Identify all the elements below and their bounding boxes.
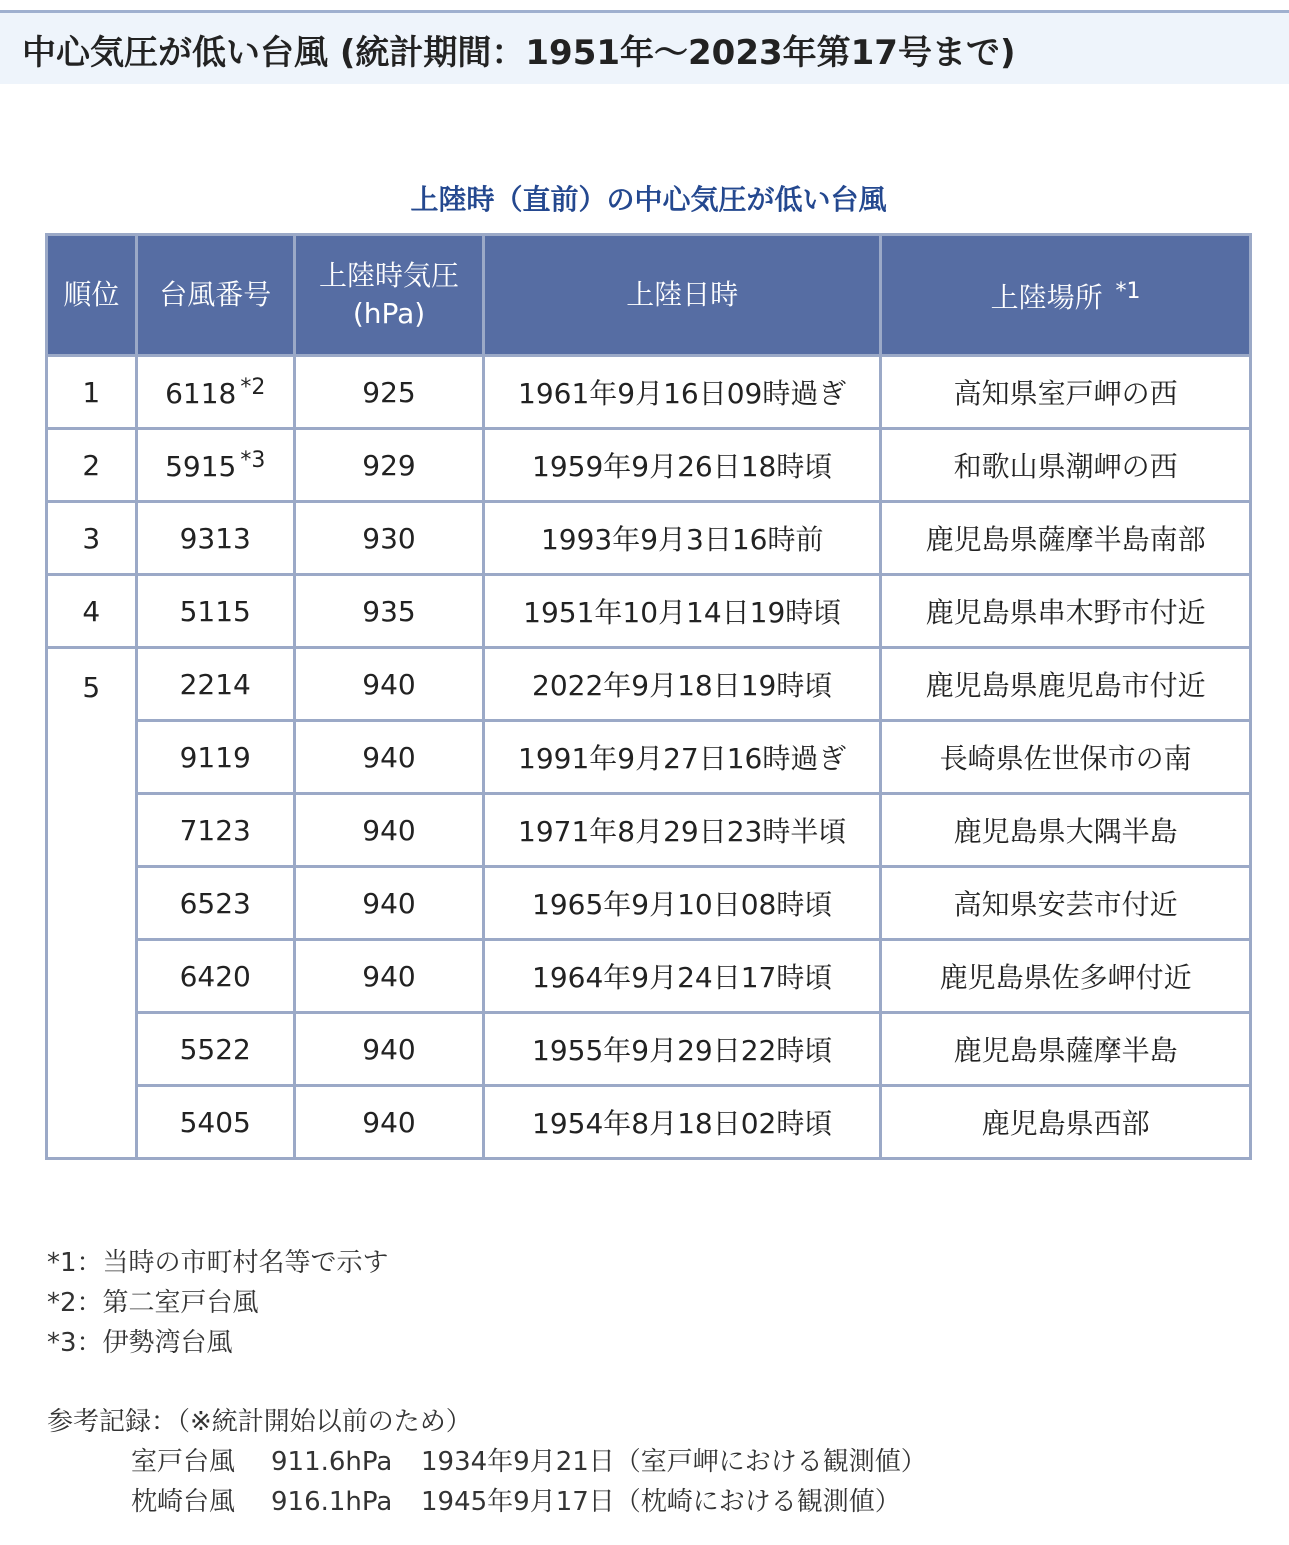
landfall-date-cell: 1959年9月26日18時頃 xyxy=(484,429,881,502)
pressure-cell: 930 xyxy=(294,502,483,575)
table-caption: 上陸時（直前）の中心気圧が低い台風 xyxy=(410,183,887,216)
pressure-cell: 940 xyxy=(294,867,483,940)
typhoon-number-cell xyxy=(136,1013,294,1086)
typhoon-number-cell xyxy=(136,429,294,502)
table-row xyxy=(47,429,1251,502)
header-pressure xyxy=(294,235,483,356)
pressure-cell: 940 xyxy=(294,1013,483,1086)
rank-cell: 5 xyxy=(47,648,137,1159)
landfall-date-cell: 1991年9月27日16時過ぎ xyxy=(484,721,881,794)
typhoon-number: 6420 xyxy=(179,959,251,993)
typhoon-note-mark: *2 xyxy=(240,374,266,400)
reference-name: 室戸台風 xyxy=(131,1447,236,1477)
pressure-cell: 925 xyxy=(294,356,483,429)
landfall-place-cell: 鹿児島県西部 xyxy=(881,1086,1251,1159)
pressure-cell: 940 xyxy=(294,648,483,721)
reference-heading: 参考記録：（※統計開始以前のため） xyxy=(47,1407,472,1437)
table-row xyxy=(47,356,1251,429)
header-place-label: 上陸場所 xyxy=(990,281,1103,314)
reference-records xyxy=(47,1402,927,1522)
header-place xyxy=(881,235,1251,356)
header-pressure-line2: (hPa) xyxy=(352,297,426,330)
typhoon-number-cell xyxy=(136,1086,294,1159)
landfall-place-cell: 鹿児島県佐多岬付近 xyxy=(881,940,1251,1013)
landfall-date-cell: 1971年8月29日23時半頃 xyxy=(484,794,881,867)
landfall-place-cell: 鹿児島県大隅半島 xyxy=(881,794,1251,867)
typhoon-number-cell xyxy=(136,502,294,575)
footnote-2: *2：第二室戸台風 xyxy=(47,1288,259,1318)
landfall-place-cell: 長崎県佐世保市の南 xyxy=(881,721,1251,794)
footnote-1: *1：当時の市町村名等で示す xyxy=(47,1248,389,1278)
table-row xyxy=(47,794,1251,867)
landfall-place-cell: 鹿児島県薩摩半島南部 xyxy=(881,502,1251,575)
landfall-place-cell: 高知県室戸岬の西 xyxy=(881,356,1251,429)
pressure-cell: 929 xyxy=(294,429,483,502)
typhoon-number-cell xyxy=(136,356,294,429)
pressure-cell: 935 xyxy=(294,575,483,648)
landfall-date-cell: 1965年9月10日08時頃 xyxy=(484,867,881,940)
table-header-row xyxy=(47,235,1251,356)
header-number: 台風番号 xyxy=(136,235,294,356)
typhoon-number-cell xyxy=(136,794,294,867)
typhoon-number-cell xyxy=(136,575,294,648)
landfall-place-cell: 高知県安芸市付近 xyxy=(881,867,1251,940)
typhoon-number: 5915 xyxy=(165,449,237,483)
header-place-note: *1 xyxy=(1115,279,1141,304)
typhoon-number: 2214 xyxy=(179,667,251,701)
header-rank: 順位 xyxy=(47,235,137,356)
table-row xyxy=(47,1086,1251,1159)
landfall-place-cell: 和歌山県潮岬の西 xyxy=(881,429,1251,502)
reference-name: 枕崎台風 xyxy=(131,1487,236,1517)
pressure-cell: 940 xyxy=(294,721,483,794)
landfall-date-cell: 1951年10月14日19時頃 xyxy=(484,575,881,648)
landfall-place-cell: 鹿児島県鹿児島市付近 xyxy=(881,648,1251,721)
typhoon-number-cell xyxy=(136,940,294,1013)
reference-pressure: 916.1hPa xyxy=(271,1487,393,1517)
pressure-cell: 940 xyxy=(294,940,483,1013)
typhoon-number: 5405 xyxy=(179,1105,251,1139)
footnotes xyxy=(47,1243,389,1363)
typhoon-number-cell xyxy=(136,648,294,721)
typhoon-number: 9313 xyxy=(179,521,251,555)
landfall-date-cell: 1954年8月18日02時頃 xyxy=(484,1086,881,1159)
typhoon-number: 9119 xyxy=(179,740,251,774)
landfall-date-cell: 1961年9月16日09時過ぎ xyxy=(484,356,881,429)
typhoon-number: 6523 xyxy=(179,886,251,920)
table-row xyxy=(47,940,1251,1013)
landfall-place-cell: 鹿児島県串木野市付近 xyxy=(881,575,1251,648)
landfall-place-cell: 鹿児島県薩摩半島 xyxy=(881,1013,1251,1086)
reference-item xyxy=(47,1482,927,1522)
landfall-date-cell: 2022年9月18日19時頃 xyxy=(484,648,881,721)
rank-cell: 3 xyxy=(47,502,137,575)
table-body xyxy=(47,356,1251,1159)
table-row xyxy=(47,648,1251,721)
typhoon-number: 6118 xyxy=(165,376,237,410)
typhoon-table xyxy=(45,233,1252,1160)
landfall-date-cell: 1964年9月24日17時頃 xyxy=(484,940,881,1013)
landfall-date-cell: 1955年9月29日22時頃 xyxy=(484,1013,881,1086)
pressure-cell: 940 xyxy=(294,794,483,867)
typhoon-number: 5115 xyxy=(179,594,251,628)
table-row xyxy=(47,1013,1251,1086)
rank-cell: 2 xyxy=(47,429,137,502)
typhoon-number-cell xyxy=(136,867,294,940)
typhoon-number-cell xyxy=(136,721,294,794)
reference-pressure: 911.6hPa xyxy=(271,1447,393,1477)
table-row xyxy=(47,867,1251,940)
rank-cell: 1 xyxy=(47,356,137,429)
table-row xyxy=(47,502,1251,575)
rank-cell: 4 xyxy=(47,575,137,648)
page-title: 中心気圧が低い台風 (統計期間：1951年～2023年第17号まで) xyxy=(22,33,1016,73)
landfall-date-cell: 1993年9月3日16時前 xyxy=(484,502,881,575)
footnote-3: *3：伊勢湾台風 xyxy=(47,1328,233,1358)
reference-item xyxy=(47,1442,927,1482)
header-date: 上陸日時 xyxy=(484,235,881,356)
typhoon-number: 5522 xyxy=(179,1032,251,1066)
table-row xyxy=(47,721,1251,794)
reference-detail: 1945年9月17日（枕崎における観測値） xyxy=(421,1487,901,1517)
page-header xyxy=(0,10,1289,84)
table-row xyxy=(47,575,1251,648)
typhoon-number: 7123 xyxy=(179,813,251,847)
reference-detail: 1934年9月21日（室戸岬における観測値） xyxy=(421,1447,927,1477)
pressure-cell: 940 xyxy=(294,1086,483,1159)
header-pressure-line1: 上陸時気圧 xyxy=(319,259,460,292)
typhoon-note-mark: *3 xyxy=(240,447,266,473)
